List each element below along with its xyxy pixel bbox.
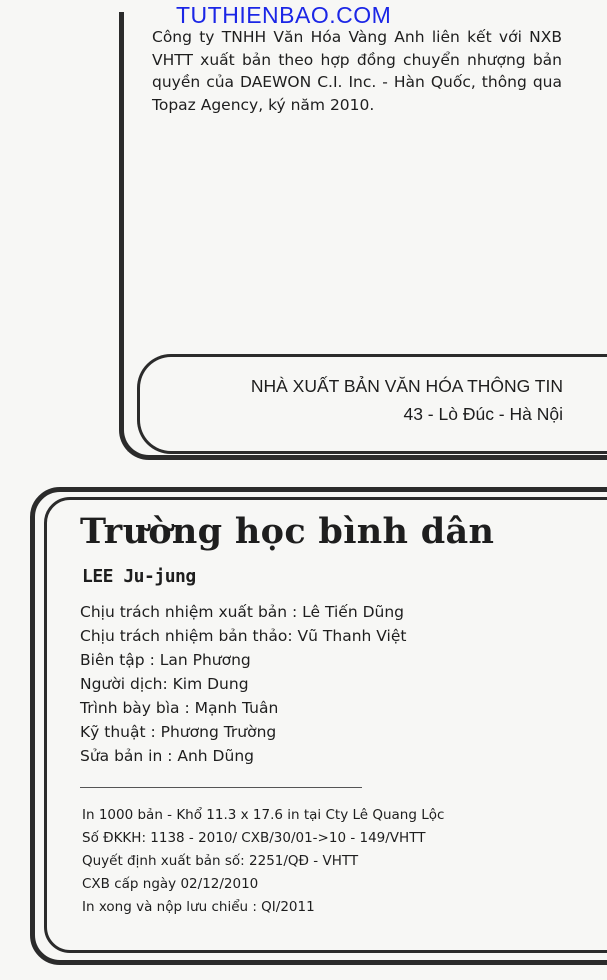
credit-manuscript-responsible: Chịu trách nhiệm bản thảo: Vũ Thanh Việt — [80, 627, 407, 645]
deposit-date: In xong và nộp lưu chiểu : QI/2011 — [82, 899, 315, 915]
print-info-list — [82, 804, 444, 919]
credit-proofreader: Sửa bản in : Anh Dũng — [80, 747, 254, 765]
issue-date: CXB cấp ngày 02/12/2010 — [82, 876, 259, 892]
credit-publishing-responsible: Chịu trách nhiệm xuất bản : Lê Tiến Dũng — [80, 603, 405, 621]
publishing-decision: Quyết định xuất bản số: 2251/QĐ - VHTT — [82, 853, 359, 869]
publisher-address: 43 - Lò Đúc - Hà Nội — [403, 404, 563, 424]
credit-translator: Người dịch: Kim Dung — [80, 675, 249, 693]
print-run-info: In 1000 bản - Khổ 11.3 x 17.6 in tại Cty Lê Quang Lộc — [82, 807, 445, 823]
section-divider — [80, 787, 362, 788]
top-frame-vertical-line — [119, 12, 124, 357]
book-author: LEE Ju-jung — [82, 566, 196, 587]
registration-number: Số ĐKKH: 1138 - 2010/ CXB/30/01->10 - 149/VHTT — [82, 830, 426, 846]
book-title: Trường học bình dân — [80, 511, 495, 552]
watermark-text: TUTHIENBAO.COM — [176, 2, 392, 28]
credit-technical: Kỹ thuật : Phương Trường — [80, 723, 277, 741]
credits-list — [80, 600, 406, 768]
license-notice: Công ty TNHH Văn Hóa Vàng Anh liên kết với NXB VHTT xuất bản theo hợp đồng chuyển nhượng bản quyền của DAEWON C.I. Inc. - Hàn Quốc, thông qua Topaz Agency, ký năm 2010. — [152, 28, 562, 114]
credit-cover-design: Trình bày bìa : Mạnh Tuân — [80, 699, 279, 717]
publisher-block — [251, 372, 563, 428]
publisher-name: NHÀ XUẤT BẢN VĂN HÓA THÔNG TIN — [250, 376, 563, 396]
credit-editor: Biên tập : Lan Phương — [80, 651, 251, 669]
